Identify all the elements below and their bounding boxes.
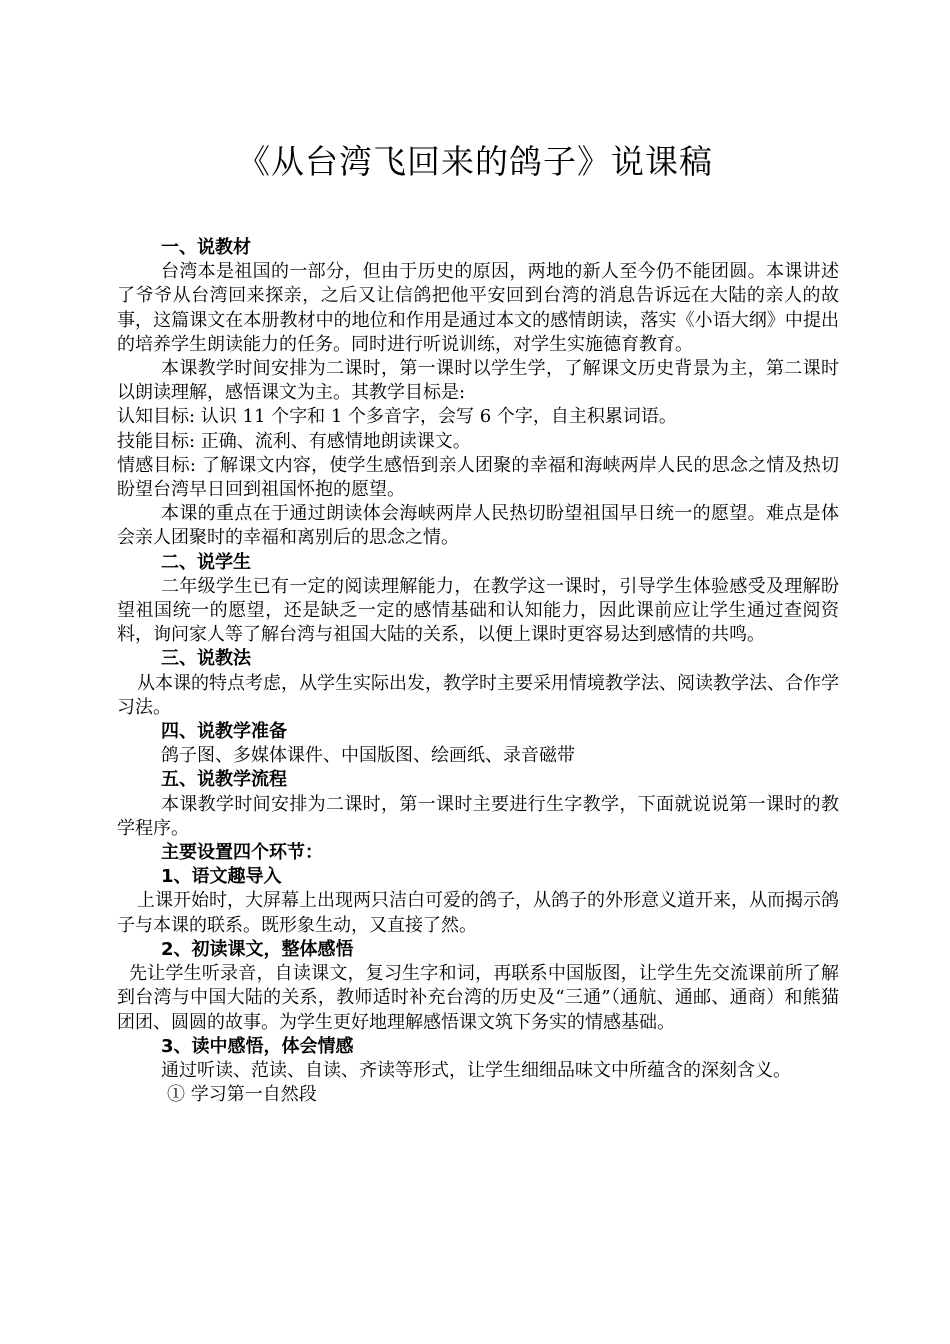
paragraph-schedule: 本课教学时间安排为二课时，第一课时以学生学，了解课文历史背景为主，第二课时以朗读理解，感悟课文为主。其教学目标是: — [117, 358, 839, 404]
section-heading-process: 五、说教学流程 — [161, 769, 287, 791]
step-heading-3: 3、读中感悟，体会情感 — [161, 1035, 354, 1057]
paragraph-preparation: 鸽子图、多媒体课件、中国版图、绘画纸、录音磁带 — [161, 745, 575, 767]
list-item-paragraph-1: ① 学习第一自然段 — [167, 1084, 317, 1106]
paragraph-cognitive-goal: 认知目标: 认识 11 个字和 1 个多音字，会写 6 个字，自主积累词语。 — [117, 406, 677, 428]
paragraph-skill-goal: 技能目标: 正确、流利、有感情地朗读课文。 — [117, 430, 471, 452]
section-heading-students: 二、说学生 — [161, 551, 251, 573]
paragraph-process: 本课教学时间安排为二课时，第一课时主要进行生字教学，下面就说说第一课时的教学程序。 — [117, 793, 839, 839]
document-title: 《从台湾飞回来的鸽子》说课稿 — [237, 142, 713, 181]
step-heading-1: 1、语文趣导入 — [161, 866, 282, 888]
section-heading-preparation: 四、说教学准备 — [161, 721, 287, 743]
subheading-four-steps: 主要设置四个环节： — [161, 842, 323, 864]
paragraph-key-points: 本课的重点在于通过朗读体会海峡两岸人民热切盼望祖国早日统一的愿望。难点是体会亲人团聚时的幸福和离别后的思念之情。 — [117, 503, 839, 549]
paragraph-step-1: 上课开始时，大屏幕上出现两只洁白可爱的鸽子，从鸽子的外形意义道开来，从而揭示鸽子与本课的联系。既形象生动，又直接了然。 — [117, 890, 839, 936]
document-body — [117, 236, 839, 1107]
paragraph-students: 二年级学生已有一定的阅读理解能力，在教学这一课时，引导学生体验感受及理解盼望祖国统一的愿望，还是缺乏一定的感情基础和认知能力，因此课前应让学生通过查阅资料，询问家人等了解台湾与祖国大陆的关系，以便上课时更容易达到感情的共鸣。 — [117, 575, 839, 646]
paragraph-textbook-intro: 台湾本是祖国的一部分，但由于历史的原因，两地的新人至今仍不能团圆。本课讲述了爷爷从台湾回来探亲，之后又让信鸽把他平安回到台湾的消息告诉远在大陆的亲人的故事，这篇课文在本册教材中的地位和作用是通过本文的感情朗读，落实《小语大纲》中提出的培养学生朗读能力的任务。同时进行听说训练，对学生实施德育教育。 — [117, 261, 839, 355]
paragraph-methods: 从本课的特点考虑，从学生实际出发，教学时主要采用情境教学法、阅读教学法、合作学习法。 — [117, 672, 839, 718]
paragraph-step-2: 先让学生听录音，自读课文，复习生字和词，再联系中国版图，让学生先交流课前所了解到台湾与中国大陆的关系，教师适时补充台湾的历史及“三通”（通航、通邮、通商）和熊猫团团、圆圆的故事。为学生更好地理解感悟课文筑下务实的情感基础。 — [117, 963, 839, 1033]
step-heading-2: 2、初读课文，整体感悟 — [161, 938, 354, 960]
section-heading-methods: 三、说教法 — [161, 648, 251, 670]
paragraph-emotional-goal: 情感目标: 了解课文内容，使学生感悟到亲人团聚的幸福和海峡两岸人民的思念之情及热切盼望台湾早日回到祖国怀抱的愿望。 — [117, 454, 839, 501]
section-heading-textbook: 一、说教材 — [161, 237, 251, 258]
paragraph-step-3: 通过听读、范读、自读、齐读等形式，让学生细细品味文中所蕴含的深刻含义。 — [161, 1059, 791, 1081]
